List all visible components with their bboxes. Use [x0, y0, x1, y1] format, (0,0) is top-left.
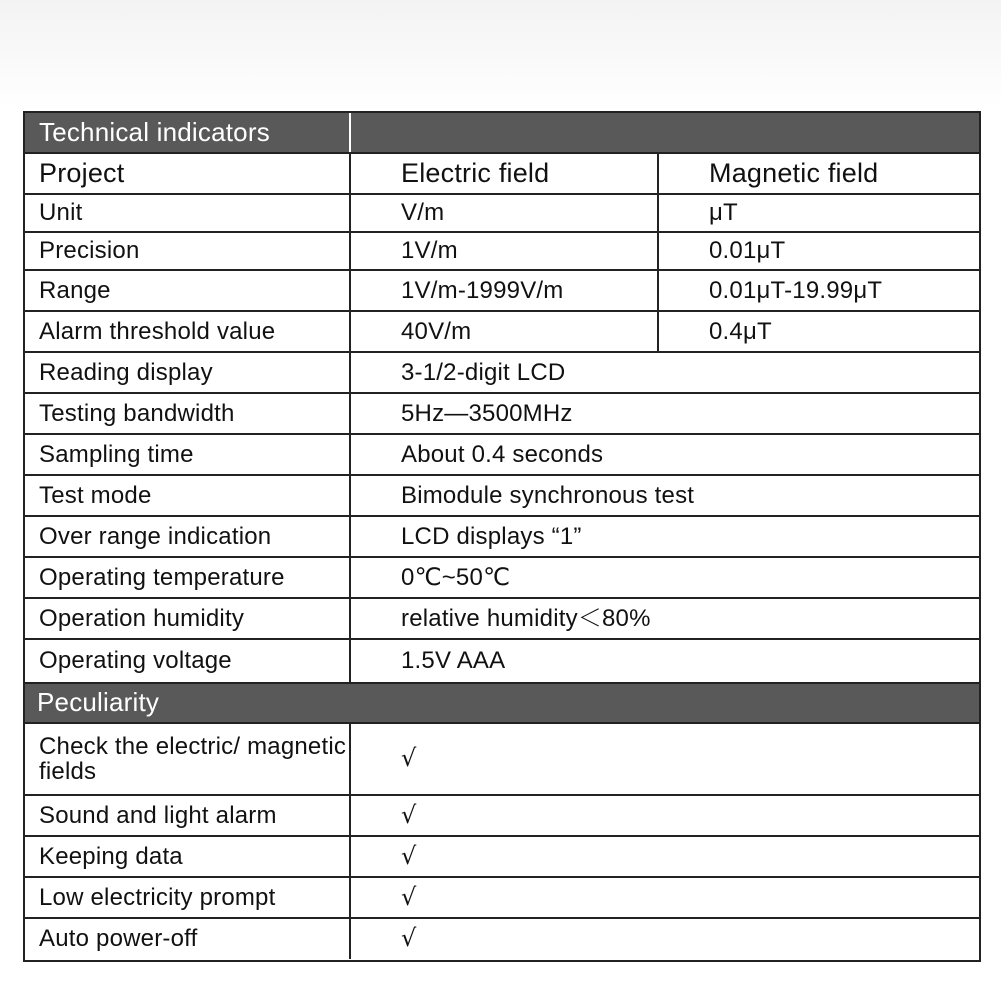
table-row-check-fields: [25, 724, 979, 796]
row-label: Operating temperature: [25, 558, 351, 597]
magnetic-value: μT: [709, 199, 738, 227]
table-row-auto-power-off: [25, 919, 979, 959]
row-value: 1.5V AAA: [401, 647, 506, 675]
row-label: Precision: [25, 233, 351, 269]
row-label: Testing bandwidth: [25, 394, 351, 433]
table-row-reading-display: [25, 353, 979, 394]
table-row-sampling-time: [25, 435, 979, 476]
row-label: Low electricity prompt: [25, 878, 351, 917]
row-label: Check the electric/ magnetic fields: [25, 724, 351, 794]
check-mark: √: [401, 744, 417, 773]
row-value: Bimodule synchronous test: [401, 481, 695, 509]
row-value: 3-1/2-digit LCD: [401, 358, 566, 386]
row-label: Sound and light alarm: [25, 796, 351, 835]
table-row-keeping-data: [25, 837, 979, 878]
table-row-operating-temperature: [25, 558, 979, 599]
row-label: Test mode: [25, 476, 351, 515]
row-label: Over range indication: [25, 517, 351, 556]
table-row-testing-bandwidth: [25, 394, 979, 435]
table-row-operating-voltage: [25, 640, 979, 684]
row-label: Sampling time: [25, 435, 351, 474]
section-title: Peculiarity: [37, 687, 160, 718]
row-value: LCD displays “1”: [401, 522, 582, 550]
background-haze: [0, 0, 1001, 108]
row-label: Reading display: [25, 353, 351, 392]
electric-value: 1V/m: [351, 233, 659, 269]
electric-value: 1V/m-1999V/m: [351, 271, 659, 310]
header-electric-field: Electric field: [351, 154, 659, 193]
table-row-unit: [25, 195, 979, 233]
row-label: Alarm threshold value: [25, 312, 351, 351]
table-row-operation-humidity: [25, 599, 979, 640]
header-magnetic-field: Magnetic field: [709, 158, 879, 189]
section-title: Technical indicators: [25, 113, 351, 152]
table-row-range: [25, 271, 979, 312]
row-label: Unit: [25, 195, 351, 231]
magnetic-value: 0.01μT: [709, 237, 786, 265]
electric-value: 40V/m: [351, 312, 659, 351]
table-header-row: [25, 154, 979, 195]
section-peculiarity: [25, 684, 979, 724]
magnetic-value: 0.01μT-19.99μT: [709, 276, 883, 304]
check-mark: √: [401, 882, 417, 911]
row-value: 0℃~50℃: [401, 563, 511, 591]
row-label: Operation humidity: [25, 599, 351, 638]
table-row-sound-light-alarm: [25, 796, 979, 837]
section-fill: [351, 113, 979, 152]
check-mark: √: [401, 841, 417, 870]
section-technical-indicators: [25, 113, 979, 154]
spec-table: [23, 111, 981, 962]
table-row-precision: [25, 233, 979, 271]
row-value: About 0.4 seconds: [401, 440, 604, 468]
row-label: Operating voltage: [25, 640, 351, 682]
table-row-over-range: [25, 517, 979, 558]
row-label: Auto power-off: [25, 919, 351, 959]
table-row-alarm-threshold: [25, 312, 979, 353]
row-label: Keeping data: [25, 837, 351, 876]
row-value: relative humidity＜80%: [401, 604, 651, 632]
electric-value: V/m: [351, 195, 659, 231]
row-value: 5Hz—3500MHz: [401, 399, 573, 427]
magnetic-value: 0.4μT: [709, 317, 772, 345]
row-label: Range: [25, 271, 351, 310]
header-project: Project: [25, 154, 351, 193]
check-mark: √: [401, 924, 417, 953]
table-row-low-electricity: [25, 878, 979, 919]
check-mark: √: [401, 800, 417, 829]
table-row-test-mode: [25, 476, 979, 517]
